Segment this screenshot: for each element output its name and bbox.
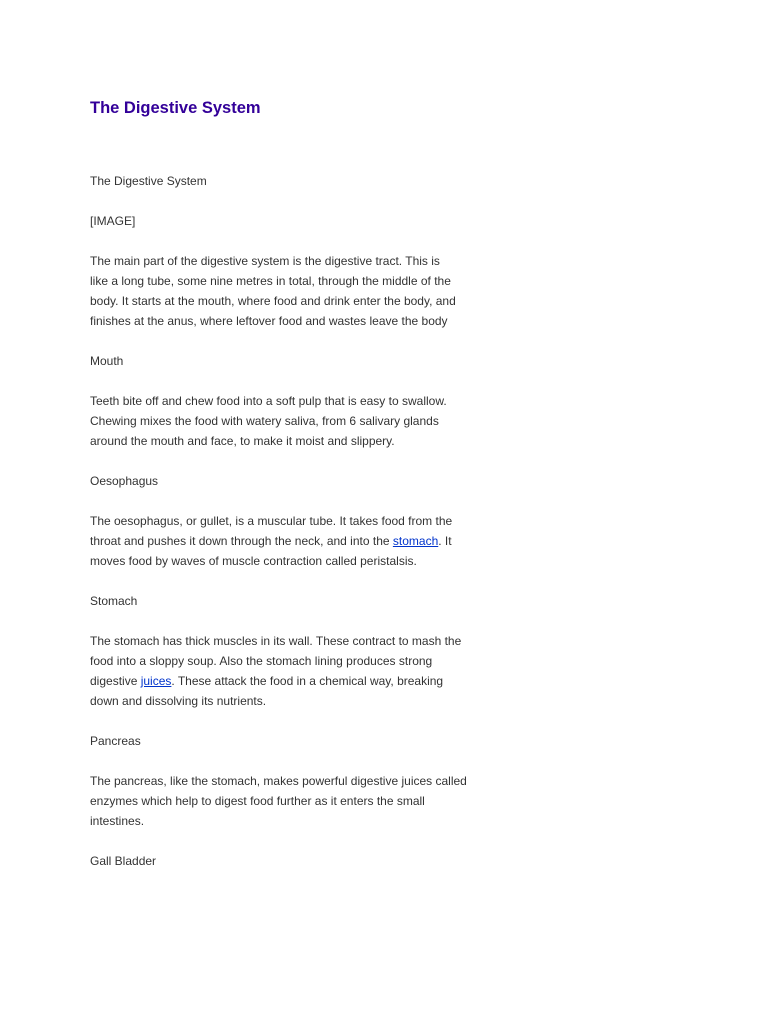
text-line: intestines. [90,814,145,828]
section-heading-oesophagus: Oesophagus [90,474,159,488]
page-title: The Digestive System [90,99,261,117]
image-placeholder: [IMAGE] [90,214,136,228]
text-line: down and dissolving its nutrients. [90,694,267,708]
text-line: like a long tube, some nine metres in total, through the middle of the [90,274,451,288]
intro-heading: The Digestive System [90,174,207,188]
text-line: digestive [90,674,141,688]
stomach-link[interactable]: stomach [392,534,439,548]
mouth-paragraph [90,391,490,451]
intro-paragraph [90,251,490,331]
juices-link[interactable]: juices [140,674,172,688]
text-line: around the mouth and face, to make it moist and slippery. [90,434,395,448]
section-heading-pancreas: Pancreas [90,734,141,748]
text-line: The oesophagus, or gullet, is a muscular tube. It takes food from the [90,514,453,528]
text-line: . These attack the food in a chemical way, breaking [171,674,444,688]
oesophagus-paragraph [90,511,490,571]
text-line: . It [438,534,452,548]
pancreas-paragraph [90,771,490,831]
text-line: food into a sloppy soup. Also the stomach lining produces strong [90,654,433,668]
section-heading-stomach: Stomach [90,594,138,608]
text-line: body. It starts at the mouth, where food and drink enter the body, and [90,294,456,308]
text-line: The main part of the digestive system is the digestive tract. This is [90,254,440,268]
stomach-paragraph [90,631,490,711]
text-line: throat and pushes it down through the neck, and into the [90,534,393,548]
text-line: finishes at the anus, where leftover food and wastes leave the body [90,314,448,328]
section-heading-mouth: Mouth [90,354,124,368]
text-line: The stomach has thick muscles in its wall. These contract to mash the [90,634,462,648]
section-heading-gall-bladder: Gall Bladder [90,854,157,868]
text-line: Teeth bite off and chew food into a soft pulp that is easy to swallow. [90,394,447,408]
text-line: The pancreas, like the stomach, makes powerful digestive juices called [90,774,467,788]
article-body [90,171,490,891]
text-line: moves food by waves of muscle contraction called peristalsis. [90,554,417,568]
text-line: Chewing mixes the food with watery saliva, from 6 salivary glands [90,414,439,428]
text-line: enzymes which help to digest food further as it enters the small [90,794,425,808]
